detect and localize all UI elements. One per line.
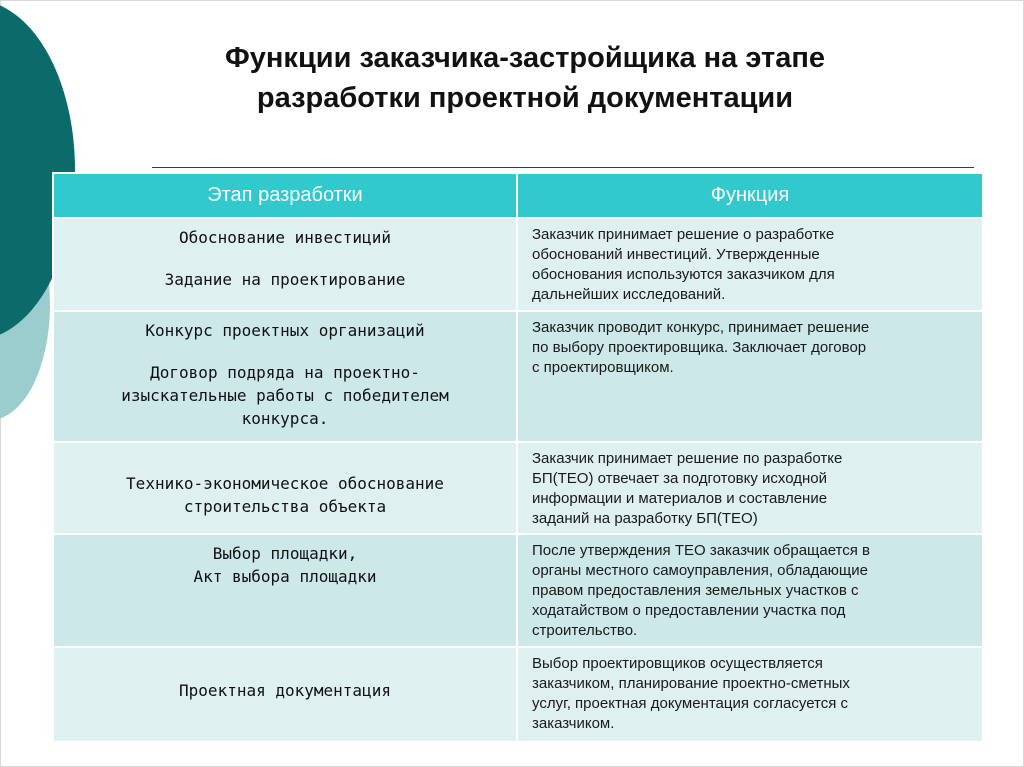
table-row (53, 442, 983, 534)
stage-text: строительства объекта (183, 497, 387, 516)
stage-text: Выбор площадки, (212, 544, 358, 563)
slide-title-line-2: разработки проектной документации (256, 82, 794, 114)
table-row (53, 218, 983, 311)
function-cell (517, 647, 983, 742)
function-text: услуг, проектная документация согласуется с (532, 695, 849, 712)
stage-text: Технико-экономическое обоснование (126, 474, 444, 493)
stage-text: конкурса. (241, 409, 329, 428)
header-stage: Этап разработки (53, 173, 517, 218)
slide-title (140, 38, 910, 118)
function-text: информации и материалов и составление (532, 490, 828, 507)
function-text: органы местного самоуправления, обладающие (532, 562, 868, 579)
function-cell (517, 534, 983, 647)
stage-text: Обоснование инвестиций (179, 228, 391, 247)
function-text: с проектировщиком. (532, 359, 674, 376)
function-text: обоснования используются заказчиком для (532, 266, 835, 283)
function-text: После утверждения ТЕО заказчик обращается в (532, 542, 871, 559)
table-header-row (53, 173, 983, 218)
header-function: Функция (517, 173, 983, 218)
stage-text: Проектная документация (179, 681, 391, 700)
functions-table (52, 172, 984, 743)
function-text: ходатайством о предоставлении участка под (532, 602, 846, 619)
stage-cell (53, 218, 517, 311)
function-text: Заказчик принимает решение о разработке (532, 226, 835, 243)
stage-text: изыскательные работы с победителем (121, 386, 449, 405)
table-row (53, 647, 983, 742)
stage-text: Договор подряда на проектно- (150, 363, 420, 382)
function-cell (517, 442, 983, 534)
stage-text: Акт выбора площадки (193, 567, 377, 586)
function-text: заказчиком. (532, 715, 615, 732)
stage-text: Задание на проектирование (164, 270, 406, 289)
function-text: обоснований инвестиций. Утвержденные (532, 246, 820, 263)
function-cell (517, 218, 983, 311)
slide-title-line-1: Функции заказчика-застройщика на этапе (225, 42, 825, 74)
function-text: строительство. (532, 622, 638, 639)
function-text: заданий на разработку БП(ТЕО) (532, 510, 758, 527)
stage-text: Конкурс проектных организаций (145, 321, 425, 340)
function-text: правом предоставления земельных участков с (532, 582, 859, 599)
function-text: Заказчик проводит конкурс, принимает решение (532, 319, 870, 336)
stage-cell (53, 647, 517, 742)
function-text: по выбору проектировщика. Заключает договор (532, 339, 867, 356)
table-row (53, 534, 983, 647)
function-cell (517, 311, 983, 442)
table-row (53, 311, 983, 442)
function-text: БП(ТЕО) отвечает за подготовку исходной (532, 470, 828, 487)
stage-cell (53, 311, 517, 442)
function-text: Заказчик принимает решение по разработке (532, 450, 843, 467)
stage-cell (53, 442, 517, 534)
stage-cell (53, 534, 517, 647)
function-text: заказчиком, планирование проектно-сметных (532, 675, 850, 692)
title-divider (152, 167, 974, 168)
function-text: дальнейших исследований. (532, 286, 726, 303)
function-text: Выбор проектировщиков осуществляется (532, 655, 823, 672)
